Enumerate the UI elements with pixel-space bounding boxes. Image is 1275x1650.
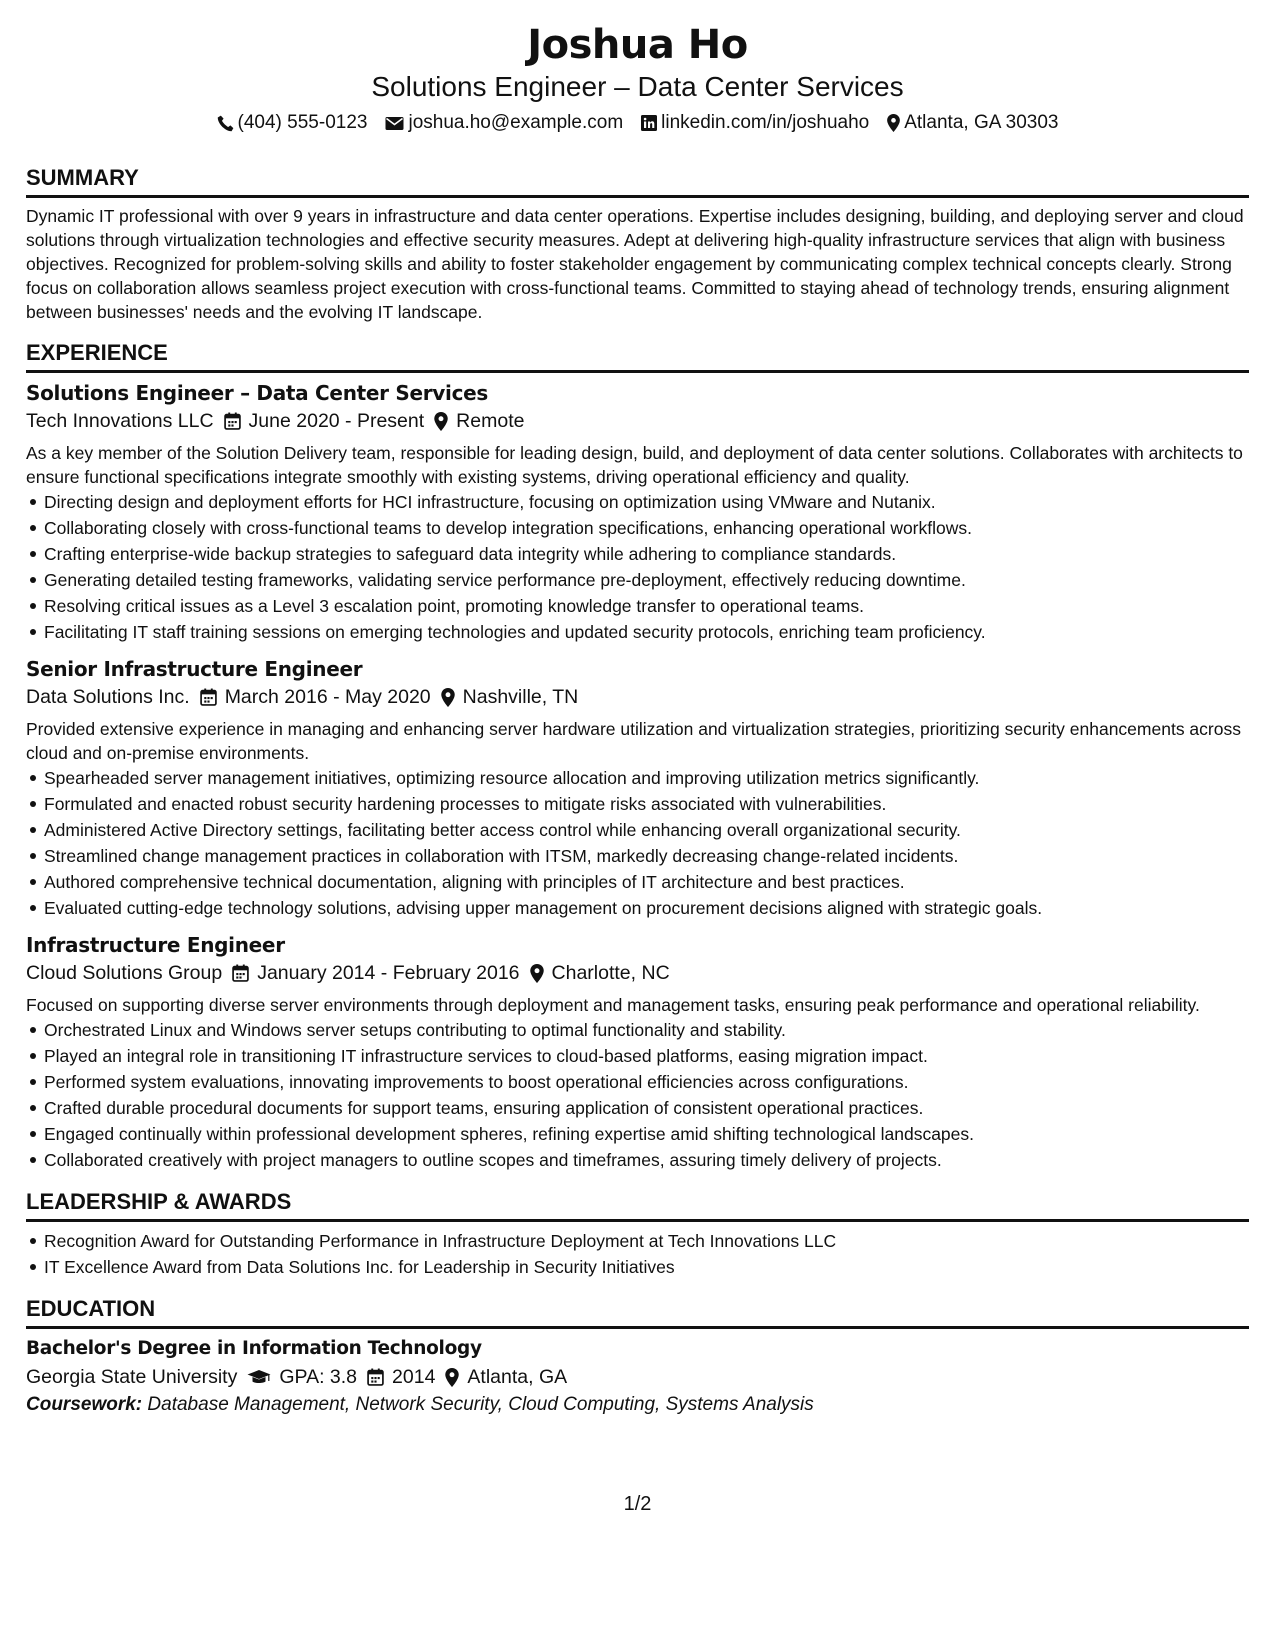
education-section bbox=[26, 1296, 1249, 1419]
education-meta bbox=[26, 1363, 1249, 1391]
job-description: Focused on supporting diverse server environments through deployment and management tasks, ensuring peak performance and operational reliability. bbox=[26, 995, 1200, 1015]
job-title: Solutions Engineer – Data Center Services bbox=[26, 381, 489, 405]
coursework-text: Database Management, Network Security, Cloud Computing, Systems Analysis bbox=[147, 1394, 814, 1415]
year-text: 2014 bbox=[392, 1366, 436, 1388]
education-heading: EDUCATION bbox=[26, 1296, 1249, 1329]
school-name: Georgia State University bbox=[26, 1366, 238, 1388]
map-marker-icon bbox=[434, 412, 448, 431]
calendar-icon bbox=[224, 412, 241, 430]
job-location bbox=[434, 407, 524, 435]
candidate-headline: Solutions Engineer – Data Center Services bbox=[371, 71, 904, 102]
job-bullet: Streamlined change management practices in collaboration with ITSM, markedly decreasing change-related incidents. bbox=[44, 843, 1249, 869]
summary-section bbox=[26, 165, 1249, 324]
job-location-text: Remote bbox=[456, 410, 525, 432]
job-title: Infrastructure Engineer bbox=[26, 933, 285, 957]
resume-header bbox=[26, 20, 1249, 135]
contact-email[interactable] bbox=[385, 111, 623, 135]
job-bullet: Performed system evaluations, innovating improvements to boost operational efficiencies across configurations. bbox=[44, 1069, 1249, 1095]
map-marker-icon bbox=[441, 688, 455, 707]
job-bullet: Authored comprehensive technical documentation, aligning with principles of IT architecture and best practices. bbox=[44, 869, 1249, 895]
job-company: Cloud Solutions Group bbox=[26, 962, 223, 984]
phone-text: (404) 555-0123 bbox=[237, 112, 368, 133]
gpa-text: GPA: 3.8 bbox=[279, 1366, 358, 1388]
job-bullet: Resolving critical issues as a Level 3 escalation point, promoting knowledge transfer to operational teams. bbox=[44, 593, 1249, 619]
calendar-icon bbox=[232, 964, 249, 982]
summary-heading: SUMMARY bbox=[26, 165, 1249, 198]
job-bullet: Engaged continually within professional development spheres, refining expertise amid shifting technological landscapes. bbox=[44, 1121, 1249, 1147]
coursework-line bbox=[26, 1391, 1249, 1419]
education-gpa bbox=[247, 1363, 357, 1391]
job-dates-text: June 2020 - Present bbox=[248, 410, 425, 432]
job-bullet: Orchestrated Linux and Windows server setups contributing to optimal functionality and stability. bbox=[44, 1017, 1249, 1043]
page-number: 1/2 bbox=[623, 1493, 652, 1515]
linkedin-text: linkedin.com/in/joshuaho bbox=[661, 112, 870, 133]
contact-linkedin[interactable] bbox=[641, 111, 869, 135]
job-meta bbox=[26, 683, 1249, 711]
award-item: Recognition Award for Outstanding Performance in Infrastructure Deployment at Tech Innovations LLC bbox=[44, 1228, 1249, 1254]
job-bullet: Spearheaded server management initiatives, optimizing resource allocation and improving utilization metrics significantly. bbox=[44, 765, 1249, 791]
job-location-text: Nashville, TN bbox=[462, 686, 579, 708]
job-location bbox=[441, 683, 579, 711]
candidate-name: Joshua Ho bbox=[527, 22, 748, 68]
job-bullets bbox=[26, 1017, 1249, 1173]
job-location bbox=[530, 959, 670, 987]
education-location-text: Atlanta, GA bbox=[467, 1366, 568, 1388]
job-company: Tech Innovations LLC bbox=[26, 410, 214, 432]
experience-heading: EXPERIENCE bbox=[26, 340, 1249, 373]
job-bullet: Played an integral role in transitioning IT infrastructure services to cloud-based platforms, easing migration impact. bbox=[44, 1043, 1249, 1069]
calendar-icon bbox=[200, 688, 217, 706]
degree-title: Bachelor's Degree in Information Technology bbox=[26, 1338, 482, 1359]
job-title: Senior Infrastructure Engineer bbox=[26, 657, 363, 681]
job-bullet: Crafting enterprise-wide backup strategies to safeguard data integrity while adhering to compliance standards. bbox=[44, 541, 1249, 567]
contact-location bbox=[887, 111, 1058, 135]
job-bullet: Administered Active Directory settings, facilitating better access control while enhancing overall organizational security. bbox=[44, 817, 1249, 843]
summary-text: Dynamic IT professional with over 9 years in infrastructure and data center operations. Expertise includes designing, building, and deploying server and cloud solutions through virtualization technologies and effective security measures. Adept at delivering high-quality infrastructure services that align with business objectives. Recognized for problem-solving skills and ability to foster stakeholder engagement by communicating complex technical concepts clearly. Strong focus on collaboration allows seamless project execution with cross-functional teams. Committed to staying ahead of technology trends, ensuring alignment between businesses' needs and the evolving IT landscape. bbox=[26, 206, 1244, 322]
job-location-text: Charlotte, NC bbox=[551, 962, 670, 984]
job-bullet: Evaluated cutting-edge technology solutions, advising upper management on procurement decisions aligned with strategic goals. bbox=[44, 895, 1249, 921]
education-location bbox=[445, 1363, 567, 1391]
linkedin-icon bbox=[641, 115, 657, 131]
job-dates bbox=[200, 683, 431, 711]
contact-phone[interactable] bbox=[217, 111, 368, 135]
education-year bbox=[367, 1363, 435, 1391]
job-entry bbox=[26, 931, 1249, 1173]
coursework-label: Coursework: bbox=[26, 1394, 143, 1415]
contact-bar bbox=[26, 111, 1249, 135]
awards-heading: LEADERSHIP & AWARDS bbox=[26, 1189, 1249, 1222]
job-dates bbox=[224, 407, 425, 435]
job-bullet: Collaborating closely with cross-functional teams to develop integration specifications, enhancing operational workflows. bbox=[44, 515, 1249, 541]
award-item: IT Excellence Award from Data Solutions Inc. for Leadership in Security Initiatives bbox=[44, 1254, 1249, 1280]
location-text: Atlanta, GA 30303 bbox=[904, 112, 1059, 133]
job-entry bbox=[26, 655, 1249, 921]
graduation-cap-icon bbox=[247, 1369, 271, 1386]
email-text: joshua.ho@example.com bbox=[408, 112, 624, 133]
job-dates bbox=[232, 959, 519, 987]
map-marker-icon bbox=[887, 114, 900, 132]
envelope-icon bbox=[385, 116, 404, 131]
job-bullets bbox=[26, 765, 1249, 921]
job-dates-text: January 2014 - February 2016 bbox=[257, 962, 520, 984]
map-marker-icon bbox=[445, 1368, 459, 1387]
job-bullet: Generating detailed testing frameworks, validating service performance pre-deployment, effectively reducing downtime. bbox=[44, 567, 1249, 593]
calendar-icon bbox=[367, 1368, 384, 1386]
job-meta bbox=[26, 407, 1249, 435]
job-bullets bbox=[26, 489, 1249, 645]
job-entry bbox=[26, 379, 1249, 645]
job-description: As a key member of the Solution Delivery team, responsible for leading design, build, and deployment of data center solutions. Collaborates with architects to ensure functional specifications integrate smoothly with existing systems, driving operational efficiency and quality. bbox=[26, 443, 1243, 487]
job-dates-text: March 2016 - May 2020 bbox=[224, 686, 431, 708]
map-marker-icon bbox=[530, 964, 544, 983]
job-bullet: Formulated and enacted robust security hardening processes to mitigate risks associated with vulnerabilities. bbox=[44, 791, 1249, 817]
job-meta bbox=[26, 959, 1249, 987]
job-bullet: Collaborated creatively with project managers to outline scopes and timeframes, assuring timely delivery of projects. bbox=[44, 1147, 1249, 1173]
job-company: Data Solutions Inc. bbox=[26, 686, 190, 708]
job-bullet: Facilitating IT staff training sessions on emerging technologies and updated security protocols, enriching team proficiency. bbox=[44, 619, 1249, 645]
awards-section bbox=[26, 1189, 1249, 1280]
job-description: Provided extensive experience in managing and enhancing server hardware utilization and virtualization strategies, prioritizing security enhancements across cloud and on-premise environments. bbox=[26, 719, 1241, 763]
experience-section bbox=[26, 340, 1249, 1173]
job-bullet: Directing design and deployment efforts for HCI infrastructure, focusing on optimization using VMware and Nutanix. bbox=[44, 489, 1249, 515]
phone-icon bbox=[217, 115, 234, 132]
job-bullet: Crafted durable procedural documents for support teams, ensuring application of consistent operational practices. bbox=[44, 1095, 1249, 1121]
awards-list bbox=[26, 1228, 1249, 1280]
